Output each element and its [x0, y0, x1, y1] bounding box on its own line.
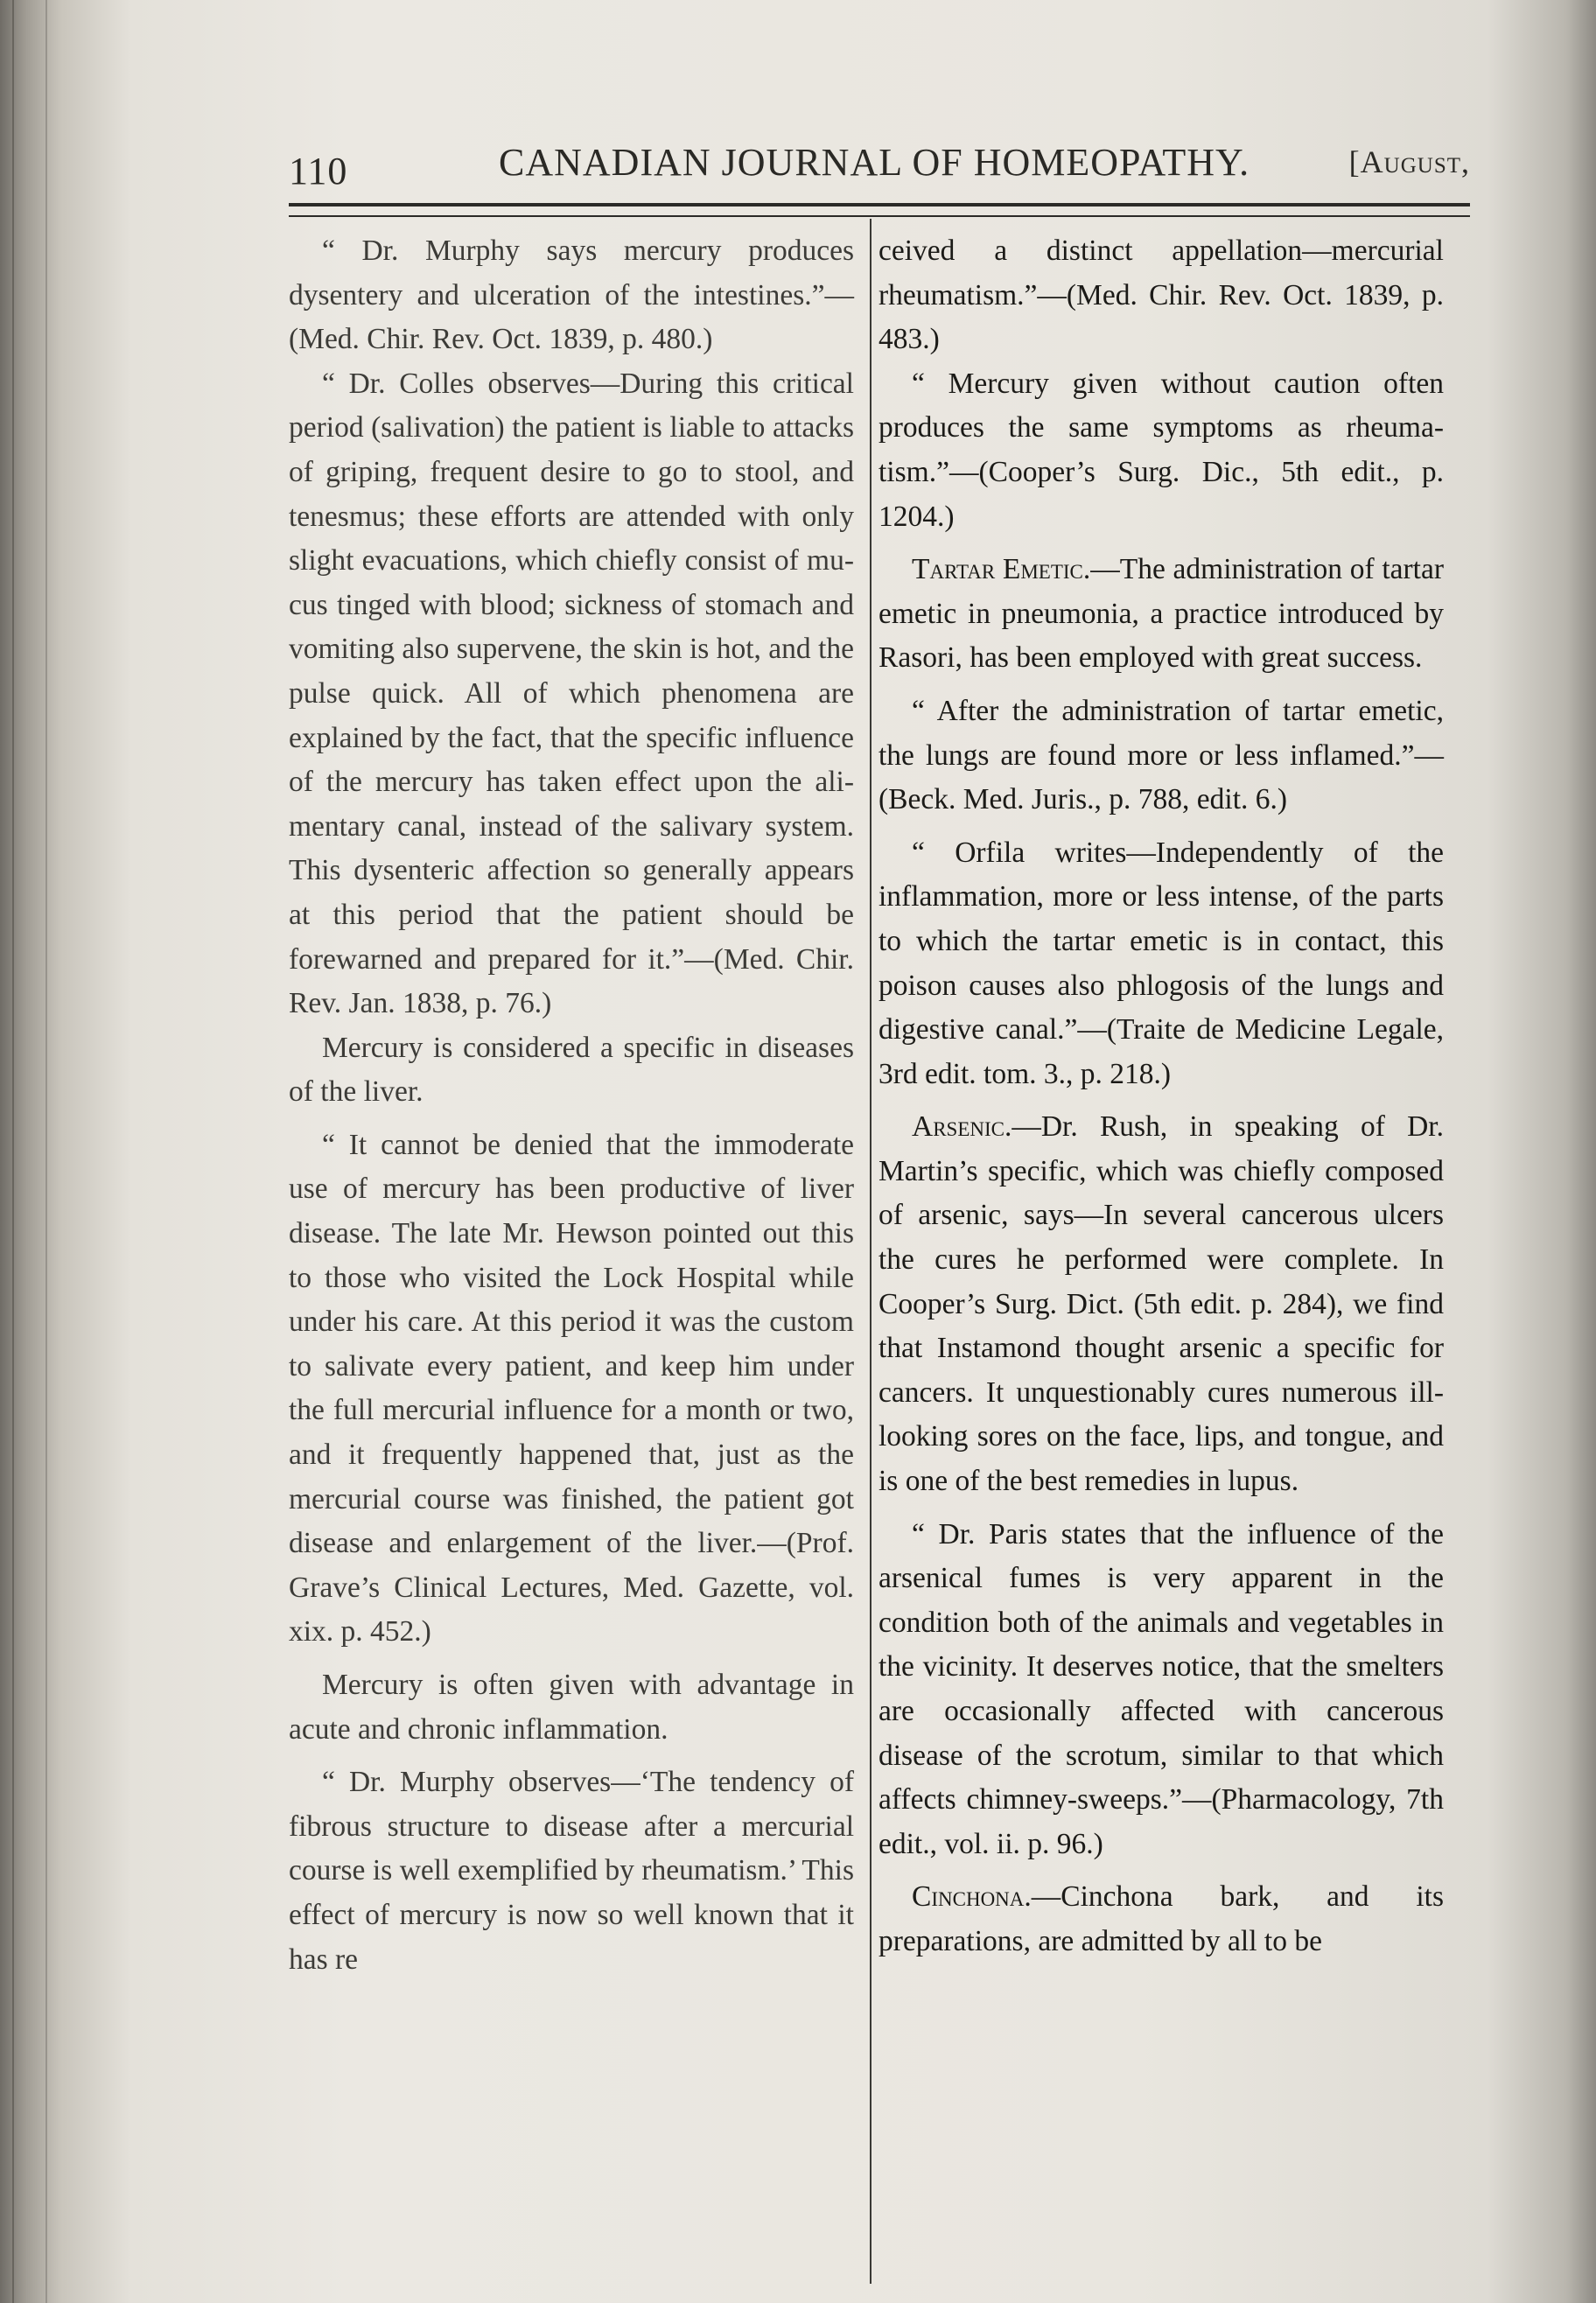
paragraph: Mercury is considered a specific in diseases of the liver.: [289, 1031, 854, 1109]
section-heading: Arsenic.: [912, 1110, 1012, 1144]
binding-edge-shadow: [46, 0, 47, 2303]
header-rule-thick: [289, 203, 1470, 206]
paragraph: “ Orfila writes—Independently of the inflammation, more or less intense, of the parts to which the tartar emetic is in contact, this poison causes also phlogosis of the lungs and digestive canal.”—(Traite de Medicine Legale, 3rd edit. tom. 3., p. 218.): [878, 836, 1444, 1090]
page-number: 110: [289, 150, 348, 192]
paragraph: “ After the administration of tartar emetic, the lungs are found more or less inflamed.”—(Beck. Med. Juris., p. 788, edit. 6.): [878, 694, 1444, 816]
paragraph-text: —Cinchona bark, and its preparations, are admitted by all to be: [878, 1880, 1444, 1957]
paragraph: “ Dr. Colles observes—During this critical period (salivation) the patient is liable to attacks of griping, frequent desire to go to stool, and tenesmus; these efforts are attended with only slight evacuations, which chiefly consist of mucus tinged with blood; sickness of stomach and vomiting also supervene, the skin is hot, and the pulse quick. All of which phenomena are explained by the fact, that the specific influence of the mercury has taken effect upon the alimentary canal, instead of the salivary system. This dysenteric affection so generally appears at this period that the patient should be forewarned and prepared for it.”—(Med. Chir. Rev. Jan. 1838, p. 76.): [289, 367, 854, 1020]
paragraph: Mercury is often given with advantage in acute and chronic inflammation.: [289, 1669, 854, 1746]
section-heading: Tartar Emetic.: [912, 553, 1091, 586]
right-column: [878, 229, 1444, 1964]
paragraph-text: —The administration of tartar emetic in pneumonia, a practice introduced by Rasori, has been employed with great success.: [878, 553, 1444, 675]
left-column: [289, 229, 854, 1982]
section-paragraph: [878, 1105, 1444, 1503]
paragraph: “ It cannot be denied that the immoderate use of mercury has been productive of liver disease. The late Mr. Hewson pointed out this to those who visited the Lock Hospital while under his care. At this period it was the custom to salivate every patient, and keep him under the full mercurial influence for a month or two, and it frequently happened that, just as the mercurial course was finished, the patient got disease and enlargement of the liver.—(Prof. Grave’s Clinical Lectures, Med. Gazette, vol. xix. p. 452.): [289, 1128, 854, 1648]
column-divider: [870, 219, 872, 2284]
running-header: [289, 140, 1470, 201]
paragraph: ceived a distinct appellation—mercurial rheumatism.”—(Med. Chir. Rev. Oct. 1839, p. 483.): [878, 234, 1444, 356]
section-paragraph: [878, 1875, 1444, 1964]
paragraph: “ Mercury given without caution often produces the same symptoms as rheumatism.”—(Cooper’s Surg. Dic., 5th edit., p. 1204.): [878, 367, 1444, 533]
issue-month: [August,: [1348, 144, 1470, 179]
paragraph: “ Dr. Paris states that the influence of the arsenical fumes is very apparent in the condition both of the animals and vegetables in the vicinity. It deserves notice, that the smelters are occasionally affected with cancerous disease of the scrotum, similar to that which affects chimney-sweeps.”—(Pharmacology, 7th edit., vol. ii. p. 96.): [878, 1517, 1444, 1860]
paragraph: “ Dr. Murphy observes—‘The tendency of fibrous structure to disease after a mercurial course is well exemplified by rheumatism.’ This effect of mercury is now so well known that it has re: [289, 1766, 854, 1976]
journal-title: CANADIAN JOURNAL OF HOMEOPATHY.: [499, 141, 1250, 184]
binding-edge: [12, 0, 14, 2303]
paragraph-text: —Dr. Rush, in speaking of Dr. Martin’s specific, which was chiefly composed of arsenic, says—In several cancerous ulcers the cures he performed were complete. In Cooper’s Surg. Dict. (5th edit. p. 284), we find that Instamond thought arsenic a specific for cancers. It unquestionably cures numerous ill-looking sores on the face, lips, and tongue, and is one of the best remedies in lupus.: [878, 1110, 1444, 1498]
section-paragraph: [878, 548, 1444, 681]
header-rule-thin: [289, 215, 1470, 217]
paragraph: “ Dr. Murphy says mercury produces dysentery and ulceration of the intestines.”—(Med. Chir. Rev. Oct. 1839, p. 480.): [289, 234, 854, 356]
section-heading: Cinchona.: [912, 1880, 1032, 1914]
